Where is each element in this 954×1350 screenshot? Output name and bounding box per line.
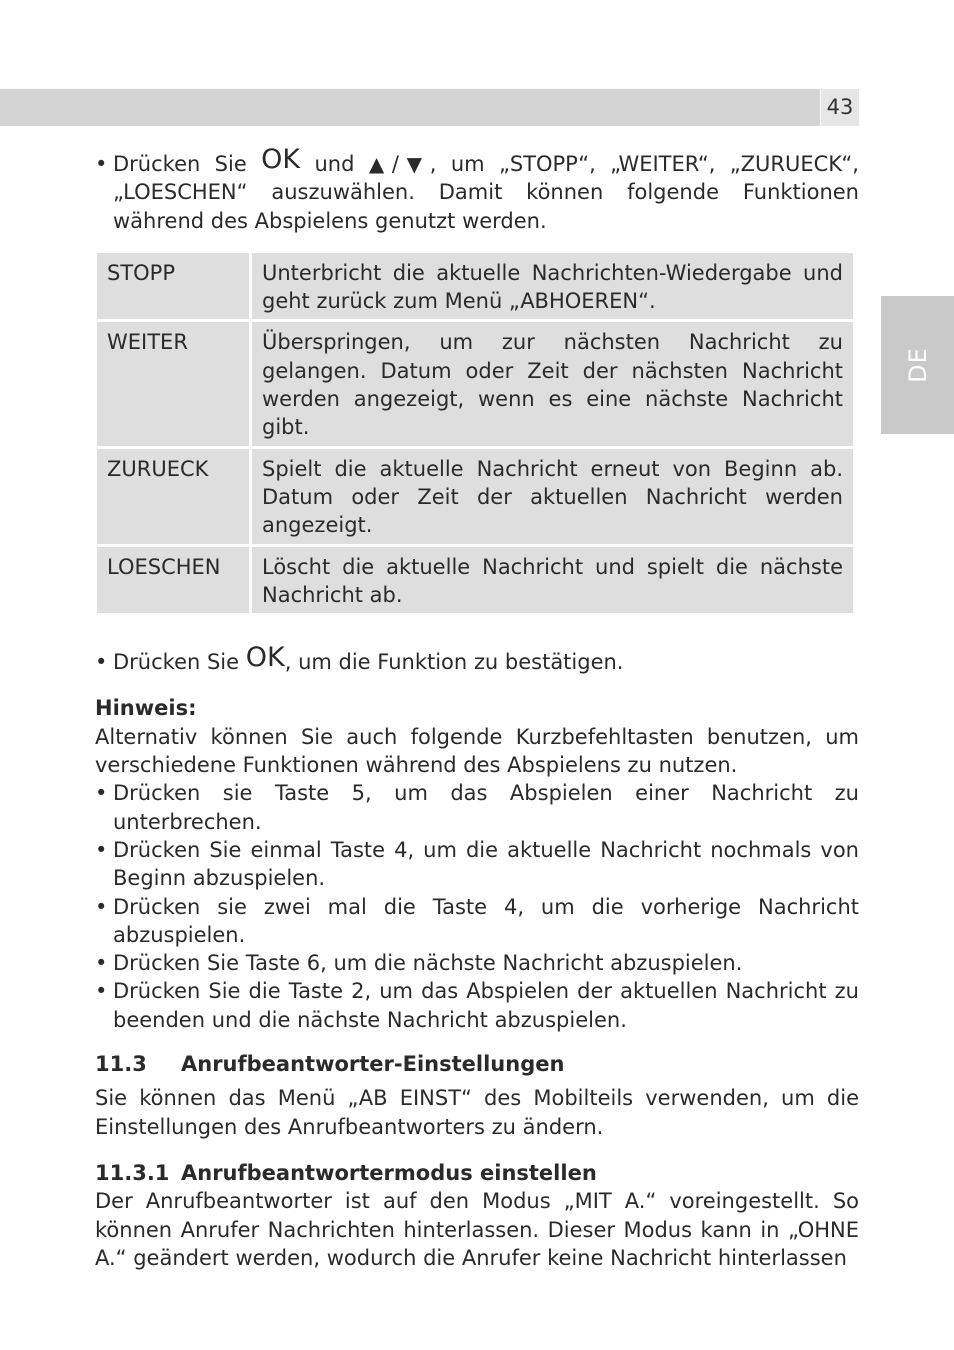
table-row <box>97 449 853 544</box>
page-content <box>95 144 859 1272</box>
table-row <box>97 322 853 445</box>
section-heading-11-3-1 <box>95 1159 859 1187</box>
section-text: Sie können das Menü „AB EINST“ des Mobilteils verwenden, um die Einstellungen des Anrufbeantworters zu ändern. <box>95 1086 859 1139</box>
hint-bullet-text: Drücken sie zwei mal die Taste 4, um die vorherige Nachricht abzuspielen. <box>113 894 859 947</box>
header-bar <box>0 89 820 126</box>
bullet-dot: • <box>95 650 108 675</box>
section-number: 11.3 <box>95 1052 147 1077</box>
section-title: Anrufbeantwortermodus einstellen <box>181 1160 597 1185</box>
intro-text-3: , um „STOPP“, „WEITER“, „ZURUECK“, „LOESCHEN“ auszuwählen. Damit können folgende Funktionen während des Abspielens genutzt werden. <box>113 152 859 233</box>
function-key: WEITER <box>97 322 249 445</box>
bullet-dot: • <box>95 951 108 976</box>
function-table <box>94 250 856 616</box>
down-arrow-icon: ▼ <box>398 152 430 176</box>
table-row <box>97 253 853 320</box>
hint-bullet-text: Drücken Sie einmal Taste 4, um die aktuelle Nachricht nochmals von Beginn abzuspielen. <box>113 837 859 891</box>
language-tab <box>881 296 954 434</box>
hint-bullet <box>95 977 859 1034</box>
hint-bullet-text: Drücken Sie Taste 6, um die nächste Nachricht abzuspielen. <box>113 951 743 976</box>
ok-key-icon: OK <box>261 144 301 175</box>
bullet-dot: • <box>95 152 108 176</box>
confirm-bullet <box>95 642 859 676</box>
bullet-dot: • <box>95 979 108 1004</box>
hint-title: Hinweis: <box>95 696 197 721</box>
function-key: STOPP <box>97 253 249 320</box>
bullet-dot: • <box>95 837 108 862</box>
hint-bullet <box>95 949 859 977</box>
table-row <box>97 547 853 614</box>
confirm-text-1: Drücken Sie <box>113 650 240 675</box>
function-description: Überspringen, um zur nächsten Nachricht zu gelangen. Datum oder Zeit der nächsten Nachricht werden angezeigt, wenn es eine nächste Nachricht gibt. <box>252 322 853 445</box>
section-text: Der Anrufbeantworter ist auf den Modus „MIT A.“ voreingestellt. So können Anrufer Nachrichten hinterlassen. Dieser Modus kann in „OHNE A.“ geändert werden, wodurch die Anrufer keine Nachricht hinterlassen <box>95 1189 859 1270</box>
intro-text-2: und <box>314 152 355 176</box>
intro-bullet <box>95 144 859 235</box>
function-description: Löscht die aktuelle Nachricht und spielt die nächste Nachricht ab. <box>252 547 853 614</box>
up-arrow-icon: ▲ <box>368 152 392 176</box>
hint-text: Alternativ können Sie auch folgende Kurzbefehltasten benutzen, um verschiedene Funktionen während des Abspielens zu nutzen. <box>95 724 859 778</box>
hint-bullet <box>95 893 859 950</box>
ok-key-icon: OK <box>245 642 285 674</box>
page-number: 43 <box>821 89 859 126</box>
bullet-dot: • <box>95 894 108 919</box>
section-number: 11.3.1 <box>95 1160 170 1185</box>
section-title: Anrufbeantworter-Einstellungen <box>181 1052 565 1077</box>
function-description: Unterbricht die aktuelle Nachrichten-Wiedergabe und geht zurück zum Menü „ABHOEREN“. <box>252 253 853 320</box>
function-description: Spielt die aktuelle Nachricht erneut von Beginn ab. Datum oder Zeit der aktuellen Nachricht werden angezeigt. <box>252 449 853 544</box>
section-heading-11-3 <box>95 1050 859 1078</box>
hint-bullet-text: Drücken sie Taste 5, um das Abspielen einer Nachricht zu unterbrechen. <box>113 781 859 834</box>
bullet-dot: • <box>95 781 108 806</box>
function-key: LOESCHEN <box>97 547 249 614</box>
intro-text-1: Drücken Sie <box>113 152 247 176</box>
function-key: ZURUECK <box>97 449 249 544</box>
hint-bullet <box>95 836 859 893</box>
language-tab-label: DE <box>903 347 932 383</box>
arrow-slash: / <box>391 152 399 176</box>
hint-bullet-text: Drücken Sie die Taste 2, um das Abspielen der aktuellen Nachricht zu beenden und die nächste Nachricht abzuspielen. <box>113 979 859 1032</box>
hint-bullet <box>95 779 859 836</box>
confirm-text-2: , um die Funktion zu bestätigen. <box>284 650 624 675</box>
